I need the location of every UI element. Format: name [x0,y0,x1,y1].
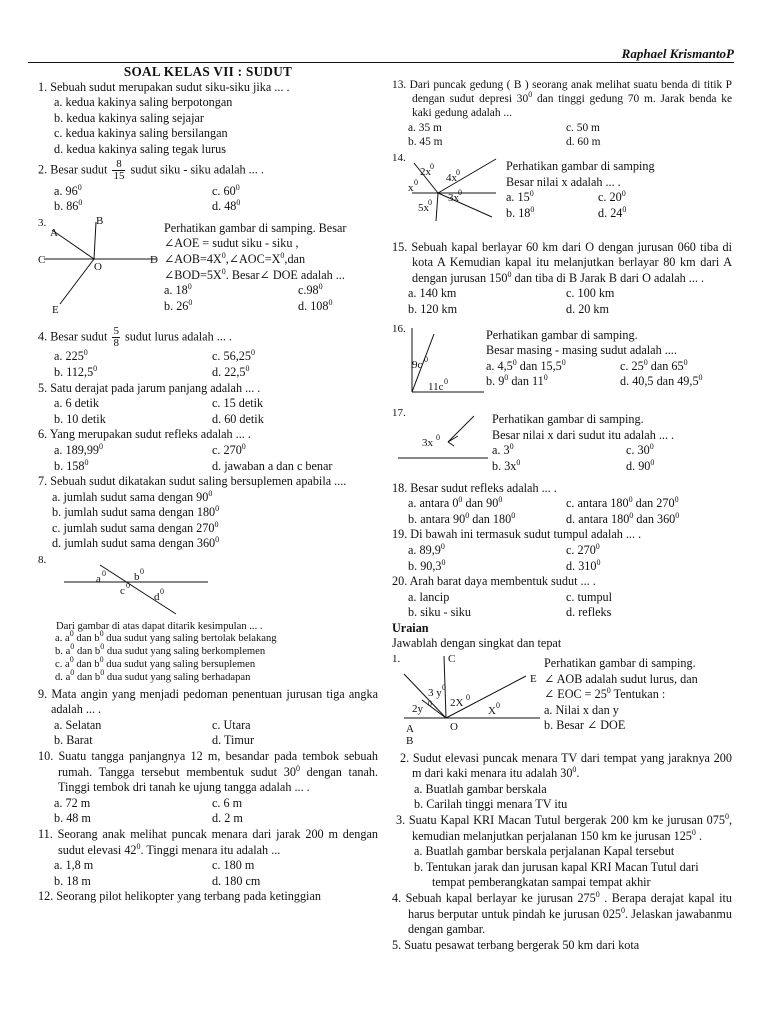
option: $c.98^0$ [298,282,323,298]
question-4 [38,326,378,380]
question-11 [38,827,378,889]
author-name: Raphael KrismantoP [621,46,734,61]
question-stem: 5. Satu derajat pada jarum panjang adalah ... . [38,380,261,395]
question-1 [38,80,378,158]
option: d. 20 km [566,301,609,316]
option: d. 60 m [566,135,601,148]
svg-text:14.: 14. [392,152,406,165]
angle-diagram [392,151,506,225]
line: b. Besar ∠ DOE [544,718,626,733]
option: b. $26^0$ [164,297,193,313]
question-19 [392,527,732,574]
line: Besar nilai x dari sudut itu adalah ... . [492,427,675,442]
numerator: 8 [112,159,125,171]
figure-caption [164,216,378,315]
option: d. 180 cm [212,873,261,888]
question-stem [38,159,378,182]
figure-angles-aoe [38,216,164,321]
option-grid [38,858,378,889]
line: Besar masing - masing sudut adalah .... [486,343,677,358]
svg-text:0: 0 [126,581,130,591]
option-grid [486,359,732,390]
option: b. $9^0$ dan $11^0$ [486,373,548,389]
option: c. 56,25$^0$ [212,348,255,364]
figure-caption [492,406,732,474]
figure-right-angle [392,322,486,403]
line: ∠ EOC = $25^0$ Tentukan : [544,686,666,702]
svg-text:0: 0 [430,162,434,172]
question-stem: 12. Seorang pilot helikopter yang terbang pada ketinggian [38,889,321,904]
option: b. $18^0$ [506,204,535,220]
option-list [392,782,732,813]
option: a. 89,9$^0$ [408,541,445,557]
option: d. 40,5 dan 49,5$^0$ [620,373,703,389]
option: c. $25^0$ dan $65^0$ [620,357,688,373]
option: b. 18 m [54,873,91,888]
line: $\angle BOD=5X^0$. Besar∠ DOE adalah ... [164,266,345,282]
stem-text: 2. Besar sudut [38,161,108,176]
option: a. $96^0$ [54,182,82,198]
option: d. 22,5$^0$ [212,363,250,379]
svg-text:E: E [52,303,59,316]
option-grid [164,283,378,314]
question-stem: 15. Sebuah kapal berlayar 60 km dari O dengan jurusan 060 tiba di kota A Kemudian kapal itu melanjutkan berlayar 80 km dari A dengan jurusan $150^0$ dan tiba di B Jarak B dari O adalah ... . [392,239,732,285]
option: b. Tentukan jarak dan jurusan kapal KRI Macan Tutul dari tempat pemberangkatan sampai tempat akhir [414,859,699,890]
option: b. $158^0$ [54,457,89,473]
option: b. $3x^0$ [492,457,521,473]
option: d. $108^0$ [298,297,333,313]
option: c. 50 m [566,121,600,134]
option: d. $310^0$ [566,557,601,573]
svg-text:C: C [448,653,456,666]
svg-text:A: A [406,723,414,736]
option: a. $4,5^0$ dan 15,5$^0$ [486,357,566,373]
option: c. $270^0$ [566,541,600,557]
option: a. $a^0$ dan $b^0$ dua sudut yang saling bertolak belakang [55,629,277,645]
svg-text:3x: 3x [422,437,433,450]
option-grid [38,443,378,474]
essay-3 [392,813,732,891]
question-18 [392,481,732,528]
option: c. $270^0$ [212,441,246,457]
svg-text:D: D [150,253,158,266]
option: b. antara $90^0$ dan $180^0$ [408,510,516,526]
question-stem: 19. Di bawah ini termasuk sudut tumpul adalah ... . [392,527,642,542]
question-stem: 7. Sebuah sudut dikatakan sudut saling bersuplemen apabila .... [38,474,347,489]
question-7 [38,474,378,552]
option: b. 48 m [54,811,91,826]
question-10 [38,749,378,827]
svg-text:0: 0 [160,587,164,597]
option: a. Buatlah gambar berskala perjalanan Kapal tersebut [414,844,675,859]
option: c. 15 detik [212,396,264,411]
option-list [38,95,378,157]
question-13 [392,78,732,149]
svg-text:0: 0 [456,168,460,178]
question-5 [38,381,378,428]
option: b. 45 m [408,135,443,148]
svg-text:2y: 2y [412,703,423,716]
question-6 [38,427,378,474]
svg-text:1.: 1. [392,653,401,666]
question-12 [38,889,378,905]
svg-text:5x: 5x [418,202,429,215]
essay-4 [392,891,732,938]
option: a. Selatan [54,717,102,732]
option: b. Carilah tinggi menara TV itu [414,797,568,812]
question-8 [38,552,378,685]
option-list [38,629,378,684]
question-stem: 18. Besar sudut refleks adalah ... . [392,480,557,495]
svg-text:0: 0 [424,354,428,364]
section-intro: Jawablah dengan singkat dan tepat [392,636,562,651]
option: d. 2 m [212,811,243,826]
svg-text:x: x [408,182,414,195]
option: b. $86^0$ [54,198,83,214]
option: c. jumlah sudut sama dengan $270^0$ [52,519,219,535]
figure-caption [486,322,732,390]
svg-text:2x: 2x [420,166,431,179]
question-15 [392,240,732,318]
svg-text:E: E [530,673,537,686]
figure-caption [506,151,732,221]
option: a. 1,8 m [54,858,94,873]
question-stem: 2. Sudut elevasi puncak menara TV dari tempat yang jaraknya 200 m dari kaki menara itu adalah $30^0$. [400,750,732,781]
angle-diagram [38,216,164,316]
question-stem: 20. Arah barat daya membentuk sudut ... . [392,574,596,589]
option: a. jumlah sudut sama dengan $90^0$ [52,488,213,504]
section-title: Uraian [392,620,429,635]
svg-text:9c: 9c [412,358,423,371]
svg-text:0: 0 [414,178,418,188]
right-column [392,78,732,953]
option: b. 10 detik [54,411,106,426]
header-rule [28,62,734,63]
option: a. 72 m [54,795,91,810]
option-grid [38,349,378,380]
svg-text:4x: 4x [446,172,457,185]
question-number: 3. [38,216,47,229]
option-grid [38,796,378,827]
svg-text:B: B [406,735,414,745]
option: b. kedua kakinya saling sejajar [54,110,204,125]
line: Perhatikan gambar di samping [506,159,655,174]
question-3 [38,216,378,321]
svg-text:17.: 17. [392,407,406,420]
option-grid [392,590,732,621]
option-grid [492,443,732,474]
question-20 [392,574,732,621]
option: d. $48^0$ [212,198,241,214]
figure-angles-x [392,151,506,230]
option: c. $30^0$ [626,442,654,458]
question-14 [392,151,732,230]
line: Perhatikan gambar di samping. [544,656,696,671]
question-stem: 4. Besar sudut $\frac{5}{8}$ sudut lurus adalah ... . [38,325,232,350]
denominator: 15 [113,169,125,182]
option: b. 112,5$^0$ [54,363,98,379]
figure-straight-angle-aob [392,652,544,749]
option: d. $24^0$ [598,204,627,220]
option: a. 140 km [408,286,457,301]
svg-text:0: 0 [428,699,432,709]
option: d. refleks [566,605,612,620]
line: ∠ AOB adalah sudut lurus, dan [544,671,698,686]
svg-text:0: 0 [466,693,470,703]
svg-text:0: 0 [140,567,144,577]
svg-text:3x: 3x [448,192,459,205]
option: c. antara $180^0$ dan $270^0$ [566,495,679,511]
option-grid [38,396,378,427]
fraction: $\frac{5}{8}$ [113,325,119,350]
angle-diagram [392,652,544,744]
option: c. 100 km [566,286,615,301]
svg-text:c: c [120,585,125,598]
question-stem: 6. Yang merupakan sudut refleks adalah ... . [38,427,251,442]
svg-text:0: 0 [442,683,446,693]
question-stem: 9. Mata angin yang menjadi pedoman penentuan jurusan tiga angka adalah ... . [38,686,378,717]
line: Besar nilai x adalah ... . [506,174,621,189]
option: c. 6 m [212,795,243,810]
line: $\angle AOB=4X^0,\angle AOC=X^0,dan$ [164,250,306,266]
question-stem: 5. Suatu pesawat terbang bergerak 50 km dari kota [392,937,640,952]
option: d. $90^0$ [626,457,655,473]
line: a. Nilai x dan y [544,702,619,717]
option: c. 180 m [212,858,255,873]
svg-text:b: b [134,571,140,584]
svg-text:3 y: 3 y [428,687,442,700]
option: a. antara $0^0$ dan $90^0$ [408,495,503,511]
option: b. siku - siku [408,605,471,620]
option-list [38,490,378,552]
svg-text:A: A [50,226,58,239]
option: b. 90,3$^0$ [408,557,446,573]
angle-diagram [392,406,492,462]
option: d. 60 detik [212,411,264,426]
svg-text:0: 0 [458,188,462,198]
figure-straight-angle [392,406,492,467]
fraction [112,159,125,182]
option: c. Utara [212,717,251,732]
page-title: SOAL KELAS VII : SUDUT [123,64,293,79]
option: b. jumlah sudut sama dengan $180^0$ [52,504,220,520]
line: Perhatikan gambar di samping. Besar [164,220,347,235]
option: d. antara $180^0$ dan $360^0$ [566,510,680,526]
svg-text:0: 0 [496,701,500,711]
question-stem: 1. Sebuah sudut merupakan sudut siku-siku jika ... . [38,79,290,94]
question-stem: 10. Suatu tangga panjangnya 12 m, besandar pada tembok sebuah rumah. Tangga tersebut membentuk sudut $30^0$ dengan tanah. Tinggi tembok dri tanah ke ujung tangga adalah ... . [38,749,379,795]
question-2 [38,159,378,215]
option: c. $60^0$ [212,182,240,198]
option: d. kedua kakinya saling tegak lurus [54,141,226,156]
question-stem: Dari gambar di atas dapat ditarik kesimpulan ... . [56,620,263,632]
svg-text:a: a [96,573,101,586]
svg-text:11c: 11c [428,380,444,393]
option: c. $a^0$ dan $b^0$ dua sudut yang saling bersuplemen [55,655,256,671]
question-9 [38,687,378,749]
option-grid [38,718,378,749]
line: ∠AOE = sudut siku - siku , [164,236,299,251]
svg-text:0: 0 [102,569,106,579]
option: b. $a^0$ dan $b^0$ dua sudut yang saling berkomplemen [55,642,266,658]
option: a. 6 detik [54,396,100,411]
svg-text:0: 0 [436,433,440,443]
option: a. 35 m [408,121,442,134]
svg-text:8.: 8. [38,554,47,567]
essay-2 [392,751,732,813]
svg-text:B: B [96,215,104,227]
option: a. $225^0$ [54,348,88,364]
option: a. kedua kakinya saling berpotongan [54,95,233,110]
left-column [38,64,378,905]
line: Perhatikan gambar di samping. [486,327,638,342]
question-8-text [38,621,378,685]
option: a. $15^0$ [506,189,534,205]
question-16 [392,322,732,403]
option: b. Barat [54,733,93,748]
option: c. tumpul [566,589,613,604]
question-stem: 4. Sebuah kapal berlayar ke jurusan $275^0$ . Berapa derajat kapal itu harus berputar untuk pindah ke jurusan $025^0$. Jelaskan jawabanmu dengan gambar. [392,890,733,937]
angle-diagram [392,322,486,398]
option: d. $a^0$ dan $b^0$ dua sudut yang saling berhadapan [55,667,251,683]
line: Perhatikan gambar di samping. [492,412,644,427]
option-grid [392,121,732,149]
option: a. 189,99$^0$ [54,441,104,457]
question-stem: 13. Dari puncak gedung ( B ) seorang anak melihat suatu benda di titik P dengan sudut depresi $30^0$ dan tinggi gedung 70 m. Jarak benda ke kaki gedung adalah ... [392,79,733,120]
svg-text:0: 0 [428,198,432,208]
svg-text:C: C [38,253,46,266]
svg-text:X: X [488,705,496,718]
svg-text:d: d [154,591,160,604]
option-grid [392,496,732,527]
option: b. 120 km [408,301,458,316]
option: a. $18^0$ [164,282,192,298]
svg-text:16.: 16. [392,322,406,335]
stem-text: sudut siku - siku adalah ... . [130,161,264,176]
question-stem: 11. Seorang anak melihat puncak menara dari jarak 200 m dengan sudut elevasi $42^0$. Tinggi menara itu adalah ... [38,826,378,857]
question-stem: 3. Suatu Kapal KRI Macan Tutul bergerak 200 km ke jurusan $075^0$, kemudian melanjutkan perjalanan 150 km ke jurusan $125^0$ . [396,812,732,843]
question-17 [392,406,732,474]
parallel-lines-diagram [38,552,378,618]
option-grid [392,543,732,574]
option: c. kedua kakinya saling bersilangan [54,126,228,141]
option-grid [392,286,732,317]
option: d. Timur [212,733,255,748]
option-list [392,844,732,891]
option: c. $20^0$ [598,189,626,205]
essay-5 [392,938,732,954]
svg-text:O: O [450,721,458,734]
figure-caption [544,652,732,734]
svg-text:O: O [94,260,102,273]
option-grid [38,184,378,215]
option: d. jawaban a dan c benar [212,458,333,473]
option-grid [506,190,732,221]
svg-text:0: 0 [444,376,448,386]
option: a. lancip [408,589,450,604]
svg-text:2X: 2X [450,697,464,710]
option: d. jumlah sudut sama dengan $360^0$ [52,535,220,551]
essay-1 [392,652,732,749]
option: a. Buatlah gambar berskala [414,781,547,796]
option: a. $3^0$ [492,442,514,458]
